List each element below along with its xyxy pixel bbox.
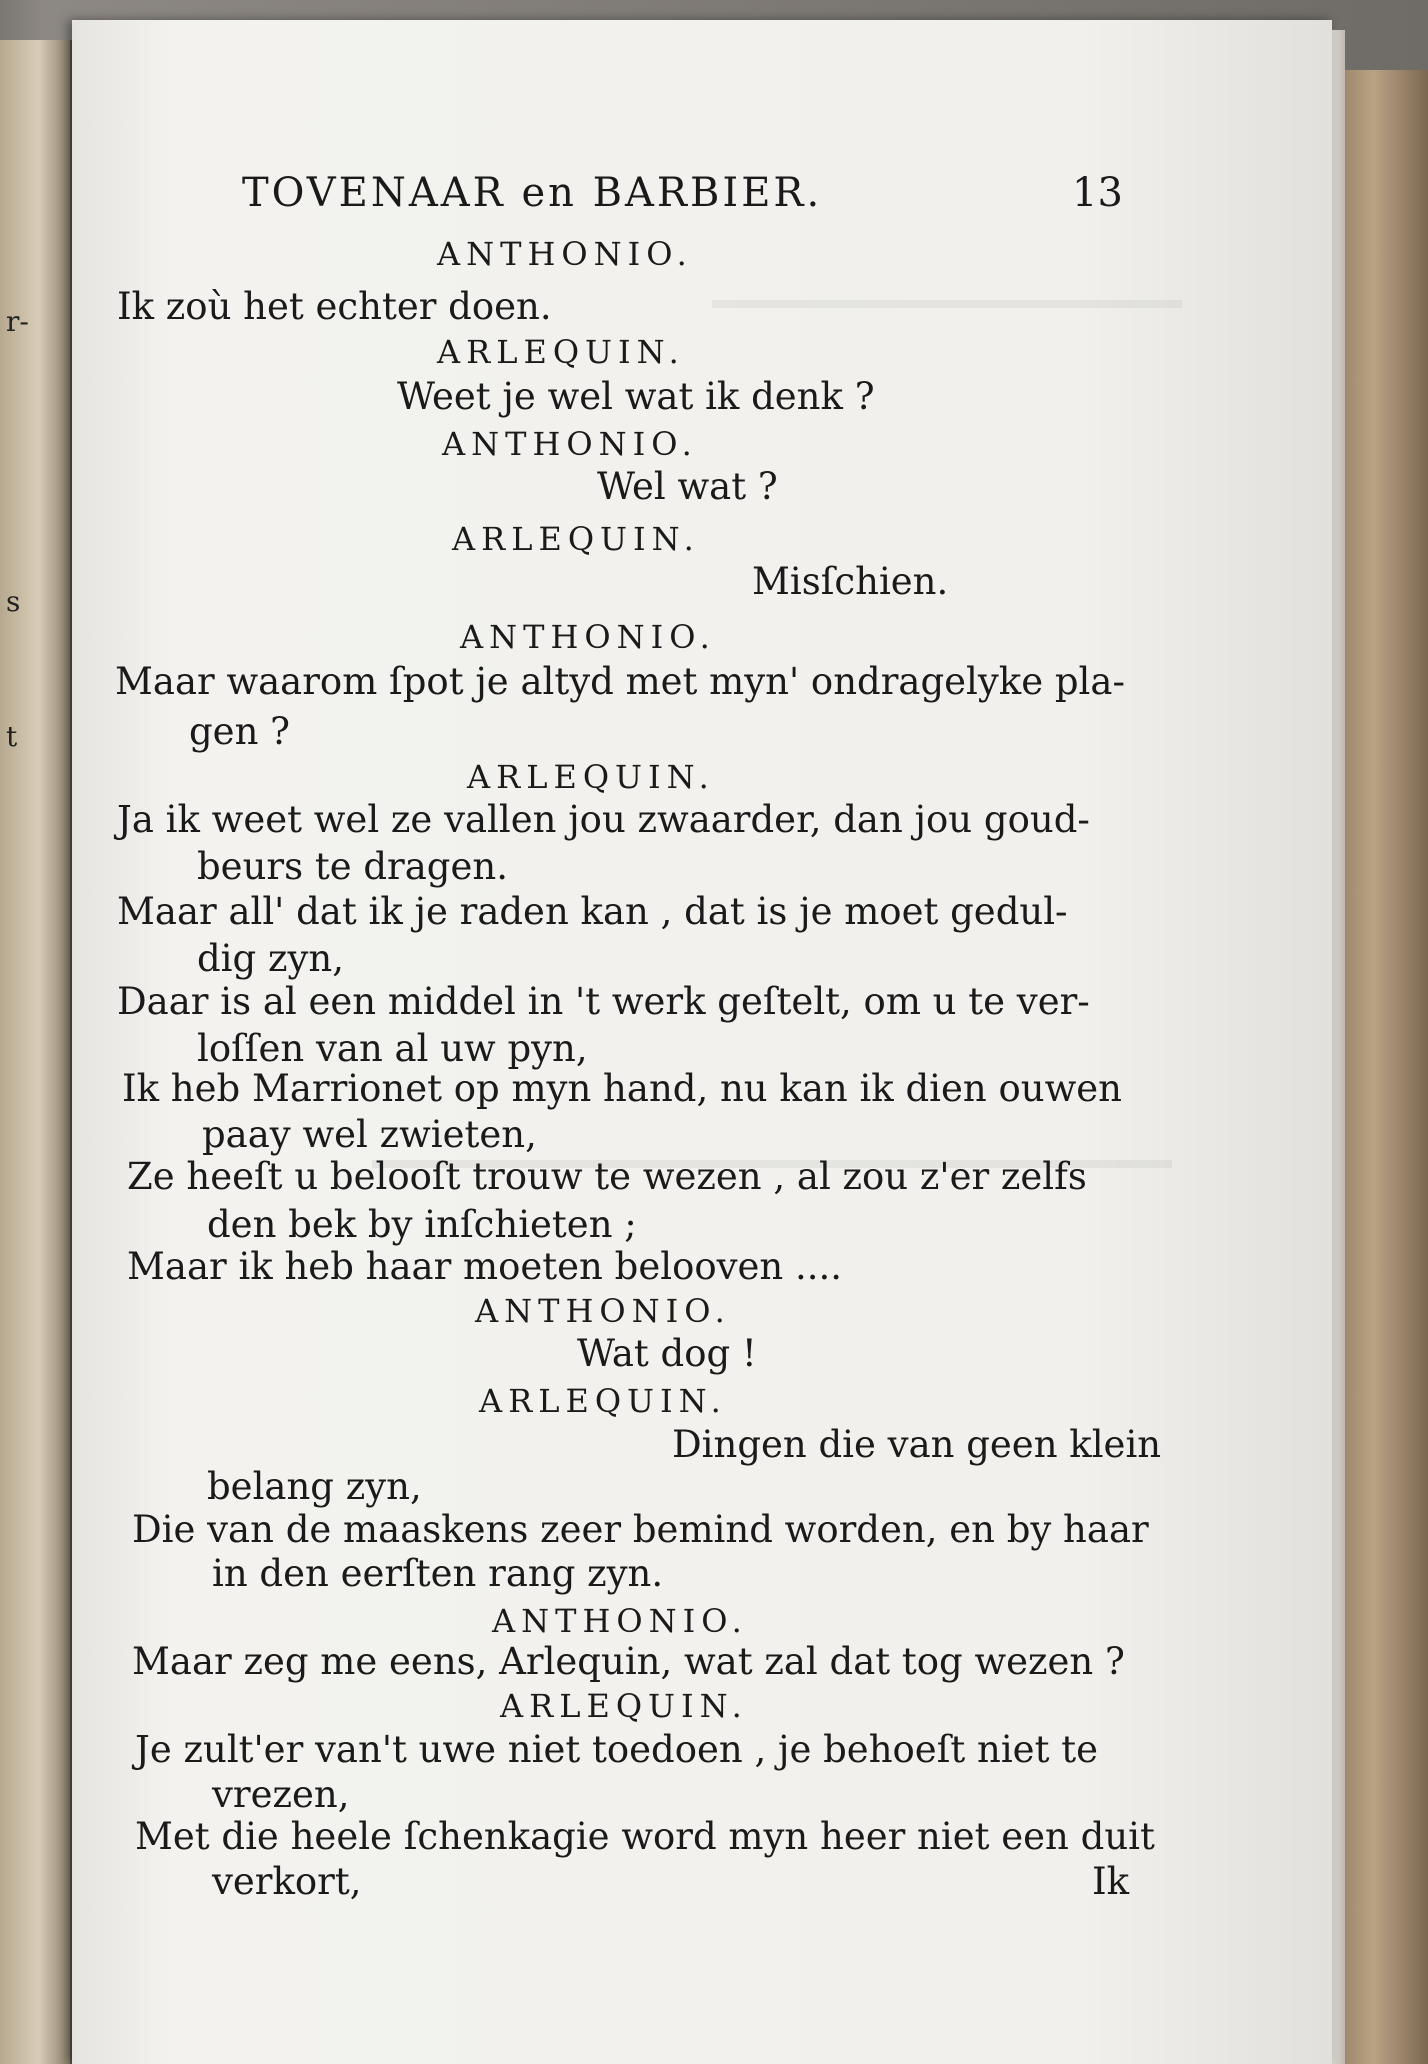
running-title: TOVENAAR en BARBIER. bbox=[242, 170, 823, 216]
text-line: Die van de maaskens zeer bemind worden, en by haar bbox=[132, 1508, 1149, 1551]
speaker-name: ARLEQUIN. bbox=[467, 758, 715, 796]
text-line: Maar zeg me eens, Arlequin, wat zal dat tog wezen ? bbox=[132, 1640, 1125, 1683]
text-line: Ze heeſt u belooſt trouw te wezen , al zou z'er zelfs bbox=[127, 1155, 1087, 1198]
text-line: loſſen van al uw pyn, bbox=[197, 1027, 588, 1070]
speaker-name: ANTHONIO. bbox=[437, 235, 693, 273]
text-line: beurs te dragen. bbox=[197, 845, 508, 888]
text-line: Maar ik heb haar moeten belooven .... bbox=[127, 1245, 843, 1288]
margin-fragment: r- bbox=[6, 305, 29, 338]
text-line: Ja ik weet wel ze vallen jou zwaarder, dan jou goud- bbox=[117, 798, 1090, 841]
facing-page-edge bbox=[0, 40, 73, 2064]
text-line: in den eerſten rang zyn. bbox=[212, 1552, 664, 1595]
speaker-name: ANTHONIO. bbox=[475, 1292, 731, 1330]
text-line: belang zyn, bbox=[207, 1465, 422, 1508]
margin-fragment: t bbox=[6, 720, 18, 753]
page-number: 13 bbox=[1072, 170, 1123, 216]
text-line: Wel wat ? bbox=[597, 465, 778, 508]
text-line: Ik heb Marrionet op myn hand, nu kan ik dien ouwen bbox=[122, 1067, 1122, 1110]
text-line: Je zult'er van't uwe niet toedoen , je behoeſt niet te bbox=[135, 1728, 1098, 1771]
text-line: Daar is al een middel in 't werk geſtelt, om u te ver- bbox=[117, 980, 1090, 1023]
text-line: Ik zoù het echter doen. bbox=[117, 285, 552, 328]
book-page bbox=[72, 20, 1332, 2064]
text-line: Met die heele ſchenkagie word myn heer niet een duit bbox=[135, 1815, 1155, 1858]
text-line: Maar waarom ſpot je altyd met myn' ondragelyke pla- bbox=[115, 660, 1125, 703]
text-line: Maar all' dat ik je raden kan , dat is je moet gedul- bbox=[117, 890, 1068, 933]
catchword: Ik bbox=[1092, 1860, 1130, 1903]
text-line: den bek by inſchieten ; bbox=[207, 1203, 637, 1246]
speaker-name: ANTHONIO. bbox=[442, 425, 698, 463]
text-line: gen ? bbox=[189, 710, 291, 753]
show-through bbox=[712, 300, 1182, 308]
text-line: Dingen die van geen klein bbox=[672, 1423, 1162, 1466]
speaker-name: ARLEQUIN. bbox=[500, 1687, 748, 1725]
text-line: vrezen, bbox=[212, 1773, 350, 1816]
speaker-name: ANTHONIO. bbox=[492, 1602, 748, 1640]
speaker-name: ARLEQUIN. bbox=[452, 520, 700, 558]
speaker-name: ANTHONIO. bbox=[460, 618, 716, 656]
text-line: Misſchien. bbox=[752, 560, 949, 603]
text-line: Wat dog ! bbox=[577, 1332, 757, 1375]
text-line: dig zyn, bbox=[197, 937, 344, 980]
text-line: verkort, bbox=[212, 1860, 362, 1903]
book-cover-edge bbox=[1338, 70, 1428, 2064]
speaker-name: ARLEQUIN. bbox=[479, 1382, 727, 1420]
speaker-name: ARLEQUIN. bbox=[437, 333, 685, 371]
text-line: Weet je wel wat ik denk ? bbox=[397, 375, 875, 418]
margin-fragment: s bbox=[6, 585, 21, 618]
text-line: paay wel zwieten, bbox=[202, 1113, 537, 1156]
